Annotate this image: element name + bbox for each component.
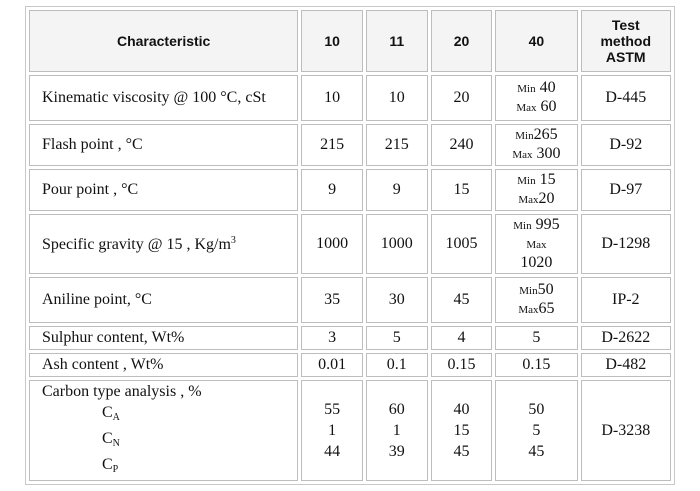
- viscosity-11: 10: [366, 75, 428, 121]
- table-row-ash: [29, 353, 671, 377]
- aniline-40-max: 65: [538, 300, 555, 317]
- viscosity-40-min: 40: [539, 79, 556, 96]
- aniline-label: Aniline point, °C: [29, 277, 298, 323]
- header-test-method-line2: method: [600, 33, 652, 49]
- carbon-sub-p: P: [112, 464, 119, 475]
- pour-40-max: 20: [538, 190, 555, 207]
- table-row-carbon: [29, 380, 671, 481]
- carbon-11-a: 60: [388, 401, 405, 418]
- pour-method: D-97: [581, 169, 671, 211]
- aniline-40: [495, 277, 577, 323]
- carbon-40-p: 45: [528, 443, 545, 460]
- carbon-sub-a: A: [112, 412, 120, 423]
- ash-label: Ash content , Wt%: [29, 353, 298, 377]
- carbon-letter: C: [102, 456, 113, 473]
- header-test-method: [581, 10, 671, 72]
- carbon-label: Carbon type analysis , %: [42, 383, 202, 400]
- table-row-gravity: [29, 214, 671, 274]
- header-test-method-line3: ASTM: [605, 49, 646, 65]
- table-container: [25, 6, 675, 485]
- ash-11: 0.1: [366, 353, 428, 377]
- pour-11: 9: [366, 169, 428, 211]
- carbon-20: [431, 380, 493, 481]
- carbon-10-n: 1: [328, 422, 337, 439]
- gravity-20: 1005: [431, 214, 493, 274]
- table-row-pour: [29, 169, 671, 211]
- viscosity-20: 20: [431, 75, 493, 121]
- header-grade-11: 11: [366, 10, 428, 72]
- sulphur-40: 5: [495, 326, 577, 350]
- gravity-40-max: 1020: [520, 254, 553, 271]
- carbon-40-n: 5: [532, 422, 541, 439]
- carbon-40: [495, 380, 577, 481]
- flash-label: Flash point , °C: [29, 124, 298, 166]
- pour-40-min: 15: [539, 171, 556, 188]
- viscosity-40-max: 60: [540, 98, 557, 115]
- specification-table: [25, 6, 675, 485]
- pour-40: [495, 169, 577, 211]
- viscosity-label: Kinematic viscosity @ 100 °C, cSt: [29, 75, 298, 121]
- carbon-20-n: 15: [453, 422, 470, 439]
- ash-method: D-482: [581, 353, 671, 377]
- carbon-10-p: 44: [324, 443, 341, 460]
- header-row: [29, 10, 671, 72]
- flash-40-min: 265: [533, 126, 558, 143]
- carbon-11: [366, 380, 428, 481]
- aniline-method: IP-2: [581, 277, 671, 323]
- aniline-11: 30: [366, 277, 428, 323]
- gravity-40-min: 995: [535, 216, 560, 233]
- min-word: Min: [517, 175, 536, 187]
- flash-20: 240: [431, 124, 493, 166]
- flash-method: D-92: [581, 124, 671, 166]
- gravity-11: 1000: [366, 214, 428, 274]
- carbon-40-a: 50: [528, 401, 545, 418]
- pour-20: 15: [431, 169, 493, 211]
- header-grade-10: 10: [301, 10, 363, 72]
- viscosity-40: [495, 75, 577, 121]
- max-word: Max: [526, 239, 547, 251]
- min-word: Min: [515, 130, 534, 142]
- carbon-label-cell: [29, 380, 298, 481]
- aniline-20: 45: [431, 277, 493, 323]
- viscosity-10: 10: [301, 75, 363, 121]
- max-word: Max: [518, 304, 539, 316]
- ash-20: 0.15: [431, 353, 493, 377]
- pour-10: 9: [301, 169, 363, 211]
- ash-10: 0.01: [301, 353, 363, 377]
- header-grade-20: 20: [431, 10, 493, 72]
- carbon-method: D-3238: [581, 380, 671, 481]
- sulphur-method: D-2622: [581, 326, 671, 350]
- carbon-letter: C: [102, 404, 113, 421]
- flash-40: [495, 124, 577, 166]
- flash-11: 215: [366, 124, 428, 166]
- carbon-11-p: 39: [388, 443, 405, 460]
- max-word: Max: [512, 149, 533, 161]
- sulphur-label: Sulphur content, Wt%: [29, 326, 298, 350]
- sulphur-20: 4: [431, 326, 493, 350]
- carbon-20-p: 45: [453, 443, 470, 460]
- carbon-type-n: [42, 428, 291, 454]
- carbon-20-a: 40: [453, 401, 470, 418]
- carbon-11-n: 1: [392, 422, 401, 439]
- ash-40: 0.15: [495, 353, 577, 377]
- gravity-method: D-1298: [581, 214, 671, 274]
- header-characteristic: Characteristic: [29, 10, 298, 72]
- carbon-10-a: 55: [324, 401, 341, 418]
- aniline-10: 35: [301, 277, 363, 323]
- sulphur-11: 5: [366, 326, 428, 350]
- table-row-viscosity: [29, 75, 671, 121]
- header-test-method-line1: Test: [611, 17, 640, 33]
- gravity-label-cell: [29, 214, 298, 274]
- carbon-letter: C: [102, 430, 113, 447]
- table-row-sulphur: [29, 326, 671, 350]
- gravity-label-superscript: 3: [230, 234, 236, 246]
- flash-40-max: 300: [536, 145, 561, 162]
- header-grade-40: 40: [495, 10, 577, 72]
- gravity-40: [495, 214, 577, 274]
- sulphur-10: 3: [301, 326, 363, 350]
- max-word: Max: [518, 194, 539, 206]
- table-row-flash: [29, 124, 671, 166]
- min-word: Min: [517, 83, 536, 95]
- viscosity-method: D-445: [581, 75, 671, 121]
- gravity-10: 1000: [301, 214, 363, 274]
- pour-label: Pour point , °C: [29, 169, 298, 211]
- carbon-10: [301, 380, 363, 481]
- carbon-sub-n: N: [112, 438, 120, 449]
- aniline-40-min: 50: [537, 281, 554, 298]
- gravity-label: Specific gravity @ 15 , Kg/m: [42, 235, 231, 253]
- carbon-type-a: [42, 402, 291, 428]
- max-word: Max: [516, 102, 537, 114]
- table-row-aniline: [29, 277, 671, 323]
- min-word: Min: [519, 285, 538, 297]
- flash-10: 215: [301, 124, 363, 166]
- carbon-type-p: [42, 454, 291, 480]
- min-word: Min: [513, 220, 532, 232]
